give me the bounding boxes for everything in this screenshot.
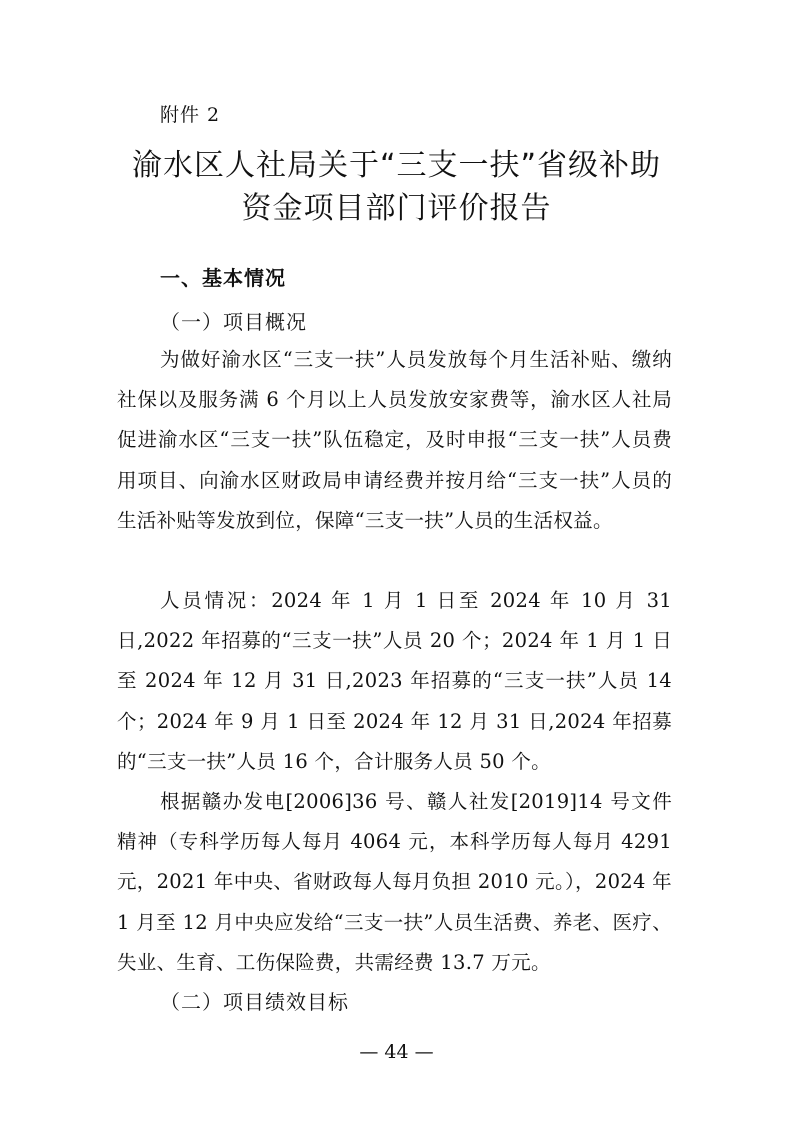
paragraph-funding-basis: 根据赣办发电[2006]36 号、赣人社发[2019]14 号文件精神（专科学历每人每月 4064 元，本科学历每人每月 4291 元，2021 年中央、省财政每人每月负担 2010 元。），2024 年 1 月至 12 月中央应发给“三支一扶”人员生活费、养老、医疗、失业、生育、工伤保险费，共需经费 13.7 万元。 (117, 790, 672, 974)
page-number: — 44 — (359, 1041, 434, 1063)
subsection-heading-project-overview: （一）项目概况 (160, 310, 307, 334)
document-title-line-2: 资金项目部门评价报告 (241, 191, 552, 226)
paragraph-personnel: 人员情况：2024 年 1 月 1 日至 2024 年 10 月 31 日,2022 年招募的“三支一扶”人员 20 个；2024 年 1 月 1 日至 2024 年 12 月 31 日,2023 年招募的“三支一扶”人员 14 个；2024 年 9 月 1 日至 2024 年 12 月 31 日,2024 年招募的“三支一扶”人员 16 个，合计服务人员 50 个。 (117, 589, 672, 773)
attachment-label: 附件 2 (160, 104, 221, 126)
subsection-heading-performance-goals: （二）项目绩效目标 (160, 990, 349, 1014)
document-title-line-1: 渝水区人社局关于“三支一扶”省级补助 (131, 148, 662, 183)
section-heading-basic-info: 一、基本情况 (160, 266, 286, 290)
paragraph-project-overview: 为做好渝水区“三支一扶”人员发放每个月生活补贴、缴纳社保以及服务满 6 个月以上人员发放安家费等，渝水区人社局促进渝水区“三支一扶”队伍稳定，及时申报“三支一扶”人员费用项目、向渝水区财政局申请经费并按月给“三支一扶”人员的生活补贴等发放到位，保障“三支一扶”人员的生活权益。 (117, 348, 672, 532)
